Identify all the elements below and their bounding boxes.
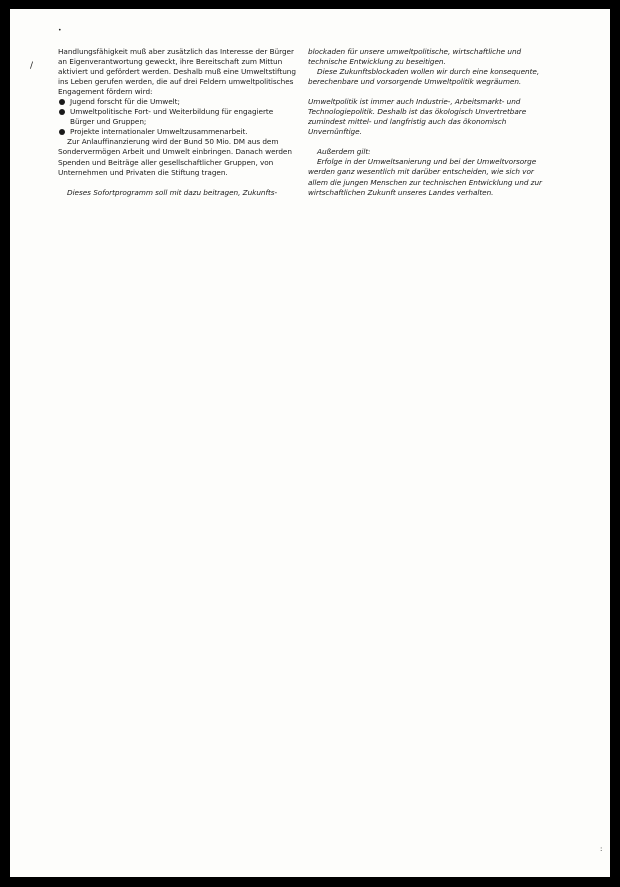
scan-speck: : xyxy=(600,845,603,853)
right-text-column xyxy=(308,47,548,198)
body-paragraph: blockaden für unsere umweltpolitische, wirtschaftliche und technische Entwicklung zu beseitigen. xyxy=(308,47,522,67)
section-heading: Außerdem gilt: xyxy=(317,147,371,157)
bullet-dot-icon xyxy=(59,129,65,135)
body-paragraph: Diese Zukunftsblockaden wollen wir durch eine konsequente, berechenbare und vorsorgende Umweltpolitik wegräumen. xyxy=(308,67,540,87)
document-page xyxy=(10,9,610,877)
bullet-text: Umweltpolitische Fort- und Weiterbildung für engagierte Bürger und Gruppen; xyxy=(70,107,274,127)
ink-speck: • xyxy=(58,27,62,34)
body-paragraph: Umweltpolitik ist immer auch Industrie-, Arbeitsmarkt- und Technologiepolitik. Deshalb ist das ökologisch Unvertretbare zumindest mittel- und langfristig auch das ökonomisch Unvernünftige. xyxy=(308,97,527,137)
bullet-item xyxy=(58,107,298,127)
margin-pen-mark: / xyxy=(30,61,34,71)
bullet-dot-icon xyxy=(59,109,65,115)
bullet-text: Projekte internationaler Umweltzusammenarbeit. xyxy=(70,127,248,137)
bullet-dot-icon xyxy=(59,99,65,105)
bullet-item xyxy=(58,97,298,107)
bullet-text: Jugend forscht für die Umwelt; xyxy=(70,97,180,107)
bullet-item xyxy=(58,127,298,137)
body-paragraph: Erfolge in der Umweltsanierung und bei der Umweltvorsorge werden ganz wesentlich mit darüber entscheiden, wie sich vor allem die jungen Menschen zur technischen Entwicklung und zur wirtschaftlichen Zukunft unseres Landes verhalten. xyxy=(308,157,542,197)
body-paragraph: Zur Anlauffinanzierung wird der Bund 50 Mio. DM aus dem Sondervermögen Arbeit und Umwelt einbringen. Danach werden Spenden und Beiträge aller gesellschaftlicher Gruppen, von Unternehmen und Privaten die Stiftung tragen. xyxy=(58,137,292,177)
body-paragraph: Handlungsfähigkeit muß aber zusätzlich das Interesse der Bürger an Eigenverantwortung geweckt, ihre Bereitschaft zum Mittun aktiviert und gefördert werden. Deshalb muß eine Umweltstiftung ins Leben gerufen werden, die auf drei Feldern umweltpolitisches Engagement fördern wird: xyxy=(58,47,296,97)
body-paragraph: Dieses Sofortprogramm soll mit dazu beitragen, Zukunfts- xyxy=(67,187,278,197)
left-text-column xyxy=(58,47,298,198)
